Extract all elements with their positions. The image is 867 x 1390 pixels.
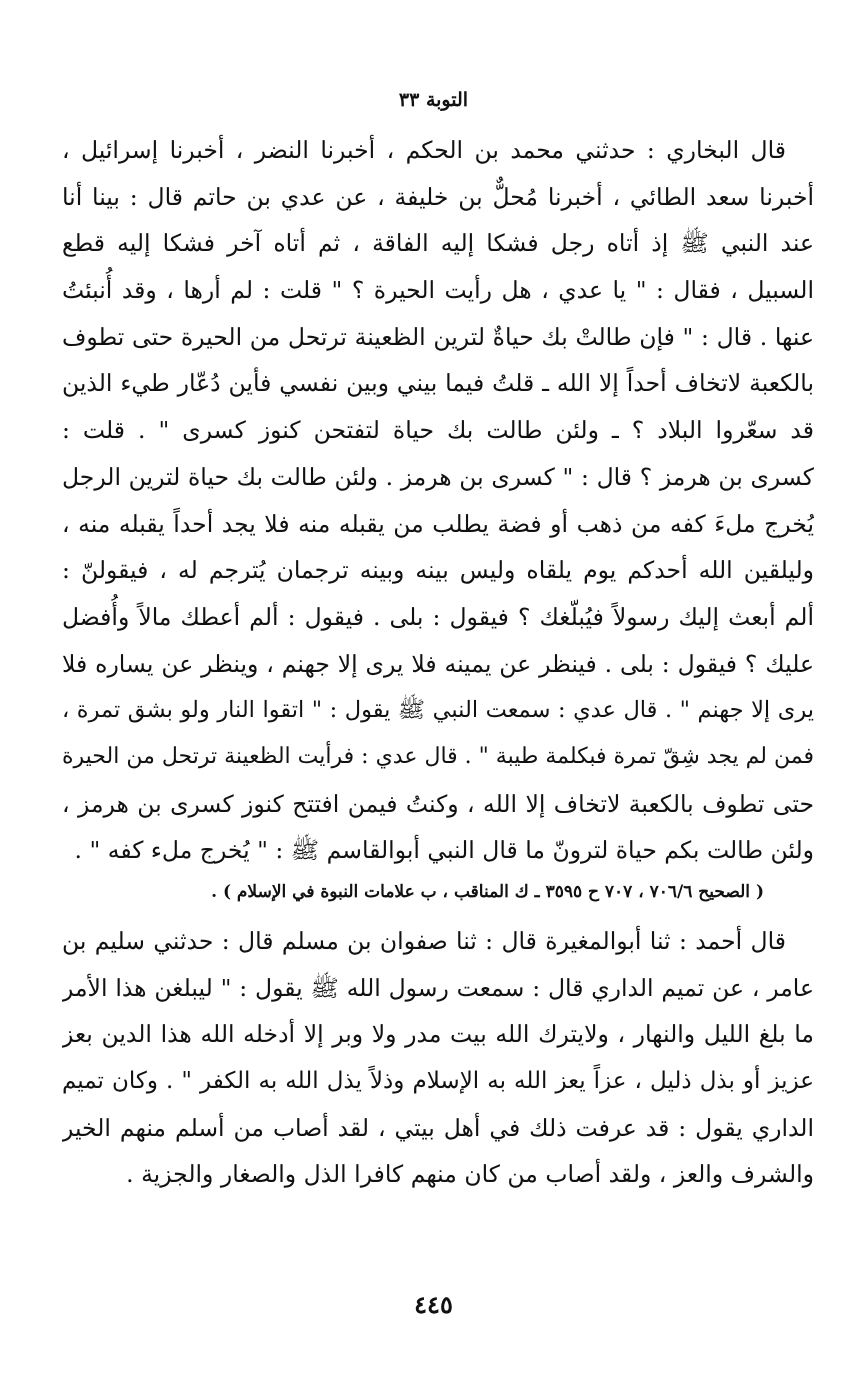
text-line: قال أحمد : ثنا أبوالمغيرة قال : ثنا صفوان بن مسلم قال : حدثني سليم بن bbox=[62, 927, 786, 955]
text-line: الداري يقول : قد عرفت ذلك في أهل بيتي ، لقد أصاب من أسلم منهم الخير bbox=[62, 1113, 814, 1142]
text-line: وليلقين الله أحدكم يوم يلقاه وليس بينه وبينه ترجمان يُترجم له ، فيقولنّ : bbox=[62, 556, 814, 585]
paragraph-bukhari-hadith bbox=[62, 127, 814, 874]
text-line: كسرى بن هرمز ؟ قال : " كسرى بن هرمز . ولئن طالت بك حياة لترين الرجل bbox=[62, 462, 814, 491]
text-line: عنها . قال : " فإن طالتْ بك حياةٌ لترين الظعينة ترتحل من الحيرة حتى تطوف bbox=[62, 322, 814, 351]
text-line: عزيز أو بذل ذليل ، عزاً يعز الله به الإسلام وذلاً يذل الله به الكفر " . وكان تميم bbox=[62, 1068, 814, 1095]
text-line: والشرف والعز ، ولقد أصاب من كان منهم كافرا الذل والصغار والجزية . bbox=[126, 1160, 814, 1189]
text-line: فمن لم يجد شِقّ تمرة فبكلمة طيبة " . قال عدي : فرأيت الظعينة ترتحل من الحيرة bbox=[62, 743, 814, 769]
page-number: ٤٤٥ bbox=[414, 1290, 453, 1319]
text-line: ما بلغ الليل والنهار ، ولايترك الله بيت مدر ولا وبر إلا أدخله الله هذا الدين بعز bbox=[62, 1020, 814, 1049]
running-header: التوبة ٣٣ bbox=[398, 89, 469, 111]
text-line: أخبرنا سعد الطائي ، أخبرنا مُحلٌّ بن خليفة ، عن عدي بن حاتم قال : بينا أنا bbox=[62, 182, 814, 211]
paragraph-spacer bbox=[62, 910, 814, 918]
text-line: بالكعبة لاتخاف أحداً إلا الله ـ قلتُ فيما بيني وبين نفسي فأين دُعّار طيء الذين bbox=[62, 369, 814, 398]
page-body bbox=[62, 127, 814, 1198]
text-line: ولئن طالت بكم حياة لترونّ ما قال النبي أبوالقاسم ﷺ : " يُخرج ملء كفه " . bbox=[74, 836, 814, 865]
text-line: السبيل ، فقال : " يا عدي ، هل رأيت الحيرة ؟ " قلت : لم أرها ، وقد أُنبئتُ bbox=[62, 276, 814, 305]
text-line: يُخرج ملءَ كفه من ذهب أو فضة يطلب من يقبله منه فلا يجد أحداً يقبله منه ، bbox=[62, 509, 814, 538]
text-line: يرى إلا جهنم " . قال عدي : سمعت النبي ﷺ يقول : " اتقوا النار ولو بشق تمرة ، bbox=[62, 697, 814, 724]
text-line: عليك ؟ فيقول : بلى . فينظر عن يمينه فلا يرى إلا جهنم ، وينظر عن يساره فلا bbox=[62, 649, 814, 678]
paragraph-ahmad-hadith bbox=[62, 918, 814, 1198]
text-line: حتى تطوف بالكعبة لاتخاف إلا الله ، وكنتُ فيمن افتتح كنوز كسرى بن هرمز ، bbox=[62, 789, 814, 818]
text-line: عامر ، عن تميم الداري قال : سمعت رسول الله ﷺ يقول : " ليبلغن هذا الأمر bbox=[62, 973, 814, 1002]
text-line: قد سعّروا البلاد ؟ ـ ولئن طالت بك حياة لتفتحن كنوز كسرى " . قلت : bbox=[62, 416, 814, 445]
source-citation: ( الصحيح ٧٠٦/٦ ، ٧٠٧ ح ٣٥٩٥ ـ ك المناقب ، ب علامات النبوة في الإسلام ) . bbox=[211, 882, 764, 902]
text-line: ألم أبعث إليك رسولاً فيُبلّغك ؟ فيقول : بلى . فيقول : ألم أعطك مالاً وأُفضل bbox=[62, 602, 814, 631]
text-line: قال البخاري : حدثني محمد بن الحكم ، أخبرنا النضر ، أخبرنا إسرائيل ، bbox=[62, 136, 786, 164]
text-line: عند النبي ﷺ إذ أتاه رجل فشكا إليه الفاقة ، ثم أتاه آخر فشكا إليه قطع bbox=[62, 229, 814, 258]
